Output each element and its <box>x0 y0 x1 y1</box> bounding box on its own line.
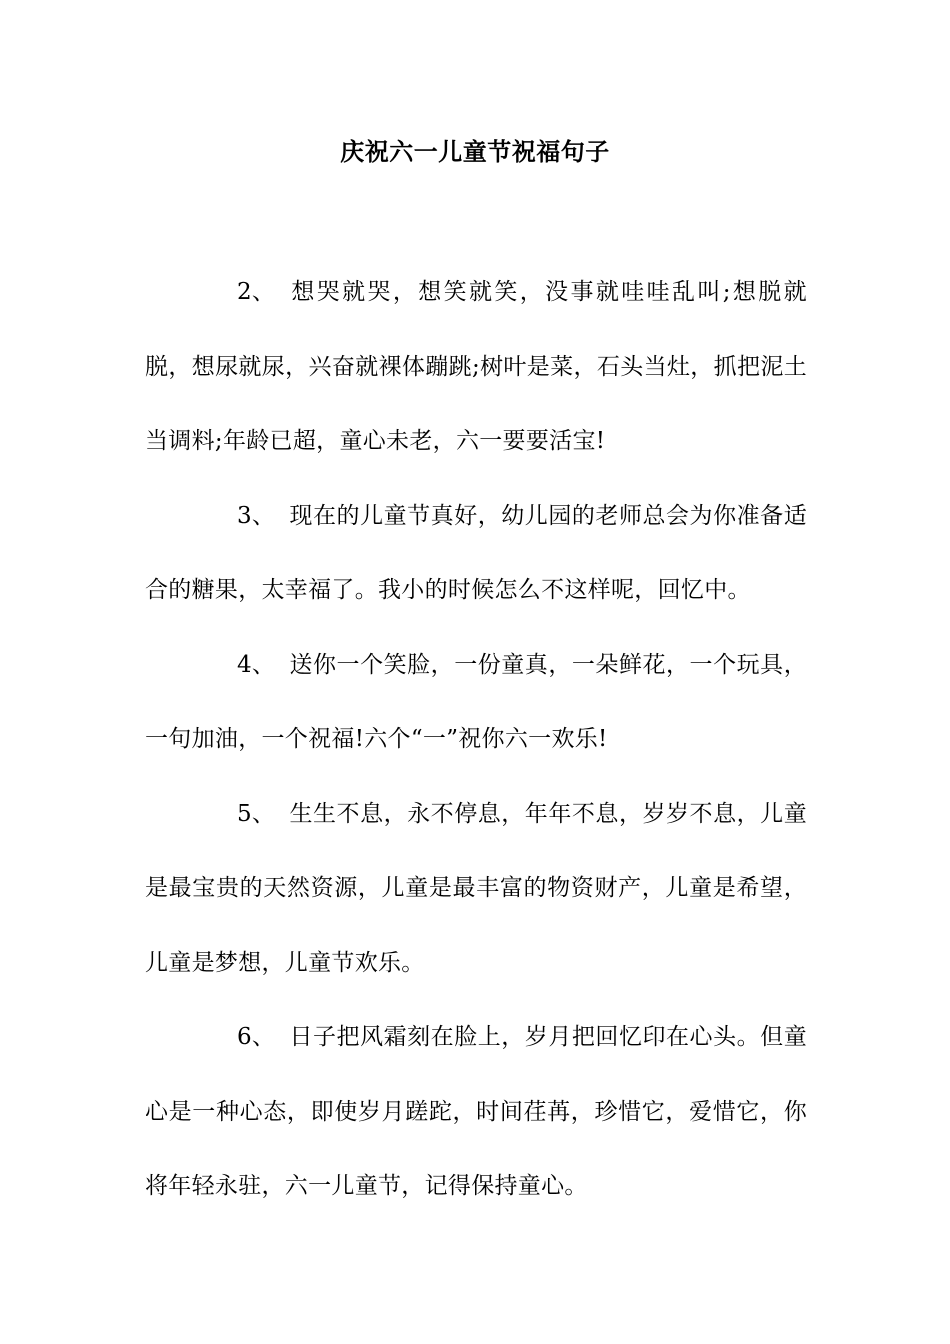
paragraph-4 <box>145 628 807 777</box>
paragraph-text: 日子把风霜刻在脸上，岁月把回忆印在心头。但童心是一种心态，即使岁月蹉跎，时间荏苒，珍惜它，爱惜它，你将年轻永驻，六一儿童节，记得保持童心。 <box>145 1024 807 1199</box>
paragraph-3 <box>145 479 807 628</box>
paragraph-number: 6、 <box>237 1024 276 1050</box>
paragraph-6 <box>145 1000 807 1224</box>
paragraph-text: 现在的儿童节真好，幼儿园的老师总会为你准备适合的糖果，太幸福了。我小的时候怎么不这样呢，回忆中。 <box>145 502 807 603</box>
document-body <box>145 255 807 1224</box>
paragraph-text: 生生不息，永不停息，年年不息，岁岁不息，儿童是最宝贵的天然资源，儿童是最丰富的物资财产，儿童是希望，儿童是梦想，儿童节欢乐。 <box>145 800 807 976</box>
paragraph-5 <box>145 777 807 1001</box>
document-title: 庆祝六一儿童节祝福句子 <box>340 137 610 166</box>
paragraph-number: 3、 <box>237 502 276 529</box>
paragraph-text: 想哭就哭，想笑就笑，没事就哇哇乱叫;想脱就脱，想尿就尿，兴奋就裸体蹦跳;树叶是菜，石头当灶，抓把泥土当调料;年龄已超，童心未老，六一要要活宝! <box>145 279 807 454</box>
paragraph-number: 2、 <box>237 279 276 305</box>
paragraph-2 <box>145 255 807 479</box>
paragraph-number: 5、 <box>237 800 276 827</box>
paragraph-text: 送你一个笑脸，一份童真，一朵鲜花，一个玩具，一句加油，一个祝福!六个“一”祝你六一欢乐! <box>145 651 807 752</box>
paragraph-number: 4、 <box>237 651 276 678</box>
